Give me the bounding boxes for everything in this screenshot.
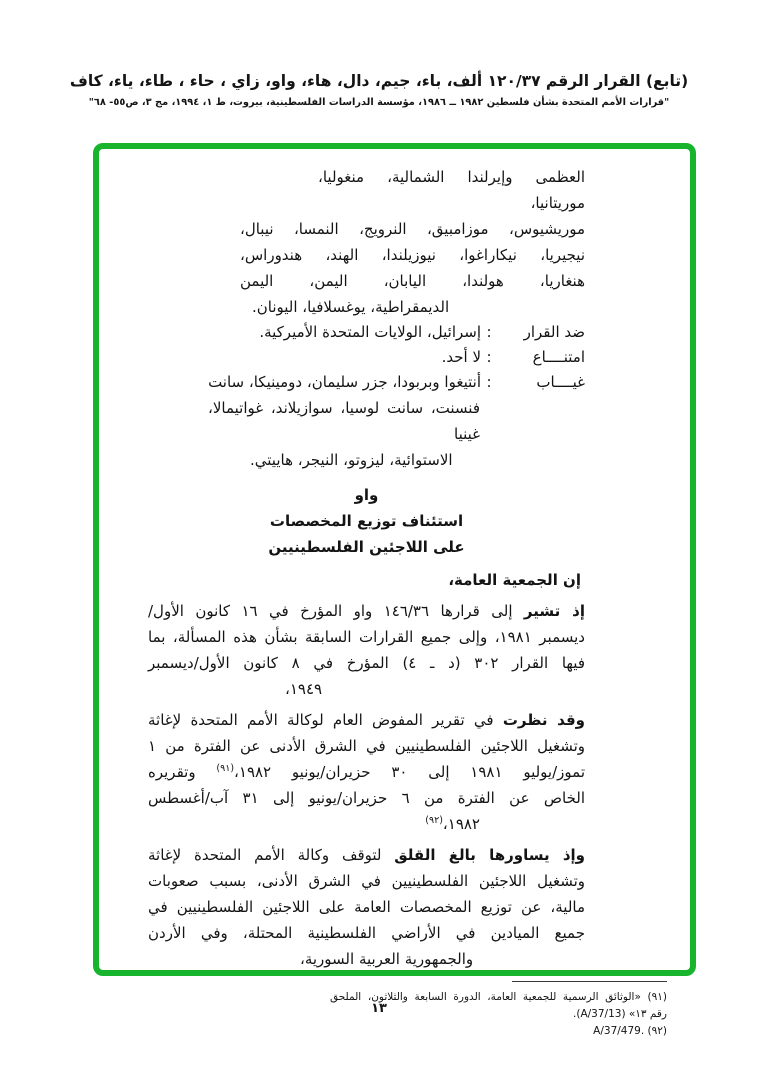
- paragraph-lead: إذ تشير: [523, 602, 585, 620]
- paragraph-text: في تقرير المفوض العام لوكالة الأمم المتحدة لإغاثة: [148, 711, 503, 729]
- vote-against-label: ضد القرار: [523, 323, 585, 341]
- footnote-91-line1: (٩١) «الوثائق الرسمية للجمعية العامة، الدورة السابعة والثلاثون، الملحق: [330, 991, 667, 1003]
- country-list-line: الديمقراطية، يوغسلافيا، اليونان.: [252, 298, 450, 316]
- paragraph-lead: وإذ يساورها بالغ القلق: [394, 846, 585, 864]
- preamble-paragraph-1: [148, 598, 585, 702]
- vote-abstain-value: لا أحد.: [441, 348, 481, 366]
- vote-against-value: إسرائيل، الولايات المتحدة الأميركية.: [259, 323, 481, 341]
- vote-against-row: [148, 320, 585, 345]
- in-favor-country-list-continuation: [240, 164, 585, 320]
- paragraph-line: الخاص عن الفترة من ٦ حزيران/يونيو إلى ٣١ آب/أغسطس: [148, 789, 585, 807]
- paragraph-line: [148, 707, 585, 733]
- paragraph-line: جميع الميادين في الأراضي الفلسطينية المحتلة، وفي الأردن: [148, 924, 585, 942]
- page-header: [0, 72, 758, 108]
- source-citation-line: "قرارات الأمم المتحدة بشأن فلسطين ١٩٨٢ ــ ١٩٨٦، مؤسسة الدراسات الفلسطينية، بيروت، ط ١، ١٩٩٤، مج ٣، ص٥٥- ٦٨": [88, 97, 670, 108]
- paragraph-text: تموز/يوليو ١٩٨١ إلى ٣٠ حزيران/يونيو ١٩٨٢،: [234, 763, 585, 781]
- paragraph-text: وتقريره: [148, 763, 217, 781]
- section-letter: واو: [354, 486, 379, 504]
- preamble-paragraph-3: [148, 842, 585, 972]
- page-number: ١٣: [371, 1001, 387, 1016]
- section-title-line1: استئناف توزيع المخصصات: [269, 512, 464, 530]
- vote-colon: :: [486, 348, 492, 366]
- footnote-divider: [512, 981, 667, 982]
- paragraph-text: لتوقف وكالة الأمم المتحدة لإغاثة: [148, 846, 395, 864]
- country-list-line: هنغاريا، هولندا، اليابان، اليمن، اليمن: [240, 272, 585, 290]
- paragraph-line: ١٩٤٩،: [285, 680, 323, 698]
- paragraph-line: ديسمبر ١٩٨١، وإلى جميع القرارات السابقة بشأن هذه المسألة، بما: [148, 628, 585, 646]
- vote-colon: :: [486, 373, 492, 391]
- preamble-intro: إن الجمعية العامة،: [448, 571, 581, 589]
- paragraph-line: [148, 598, 585, 624]
- country-list-line: موريشيوس، موزامبيق، النرويج، النمسا، نيبال،: [240, 220, 585, 238]
- paragraph-line: [148, 759, 585, 785]
- paragraph-line: وتشغيل اللاجئين الفلسطينيين في الشرق الأدنى عن الفترة من ١: [148, 737, 585, 755]
- resolution-header-title: (تابع) القرار الرقم ١٢٠/٣٧ ألف، باء، جيم، دال، هاء، واو، زاي ، حاء ، طاء، ياء، كاف: [69, 72, 689, 90]
- paragraph-text: ١٩٨٢،: [442, 815, 480, 833]
- vote-abstain-row: [148, 345, 585, 370]
- vote-abstain-label: امتنــــاع: [532, 348, 585, 366]
- vote-absent-value-line3: الاستوائية، ليزوتو، النيجر، هاييتي.: [250, 451, 453, 469]
- paragraph-lead: وقد نظرت: [502, 711, 585, 729]
- paragraph-line: مالية، عن توزيع المخصصات العامة على اللاجئين الفلسطينيين في: [148, 898, 585, 916]
- paragraph-line: [148, 811, 585, 837]
- paragraph-text: إلى قرارها ١٤٦/٣٦ واو المؤرخ في ١٦ كانون الأول/: [148, 602, 524, 620]
- footnote-92: (٩٢) A/37/479.‎: [593, 1025, 667, 1037]
- section-title-line2: على اللاجئين الفلسطينيين: [268, 538, 465, 556]
- vote-absent-value-line1: أنتيغوا وبربودا، جزر سليمان، دومينيكا، سانت: [208, 373, 481, 391]
- footnote-ref-91: (٩١): [216, 763, 235, 774]
- vote-absent-value-line2: فنسنت، سانت لوسيا، سوازيلاند، غواتيمالا، غينيا: [208, 399, 480, 443]
- country-list-line: نيجيريا، نيكاراغوا، نيوزيلندا، الهند، هندوراس،: [240, 246, 585, 264]
- paragraph-line: والجمهورية العربية السورية،: [300, 950, 474, 968]
- footnote-ref-92: (٩٢): [425, 815, 443, 826]
- vote-absent-label: غيــــاب: [536, 373, 585, 391]
- paragraph-line: [148, 842, 585, 868]
- paragraph-line: وتشغيل اللاجئين الفلسطينيين في الشرق الأدنى، بسبب صعوبات: [148, 872, 585, 890]
- green-annotation-frame: [93, 143, 696, 1037]
- paragraph-line: فيها القرار ٣٠٢ (د ـ ٤) المؤرخ في ٨ كانون الأول/ديسمبر: [148, 654, 585, 672]
- section-heading: [148, 482, 585, 560]
- footnote-91-line2: رقم ١٣» (A/37/13).: [573, 1008, 667, 1020]
- preamble-paragraph-2: [148, 707, 585, 837]
- vote-colon: :: [486, 323, 492, 341]
- country-list-line: العظمى وإيرلندا الشمالية، منغوليا، موريتانيا،: [318, 168, 585, 212]
- vote-absent-row: [148, 370, 585, 395]
- resolution-body: [99, 149, 690, 1040]
